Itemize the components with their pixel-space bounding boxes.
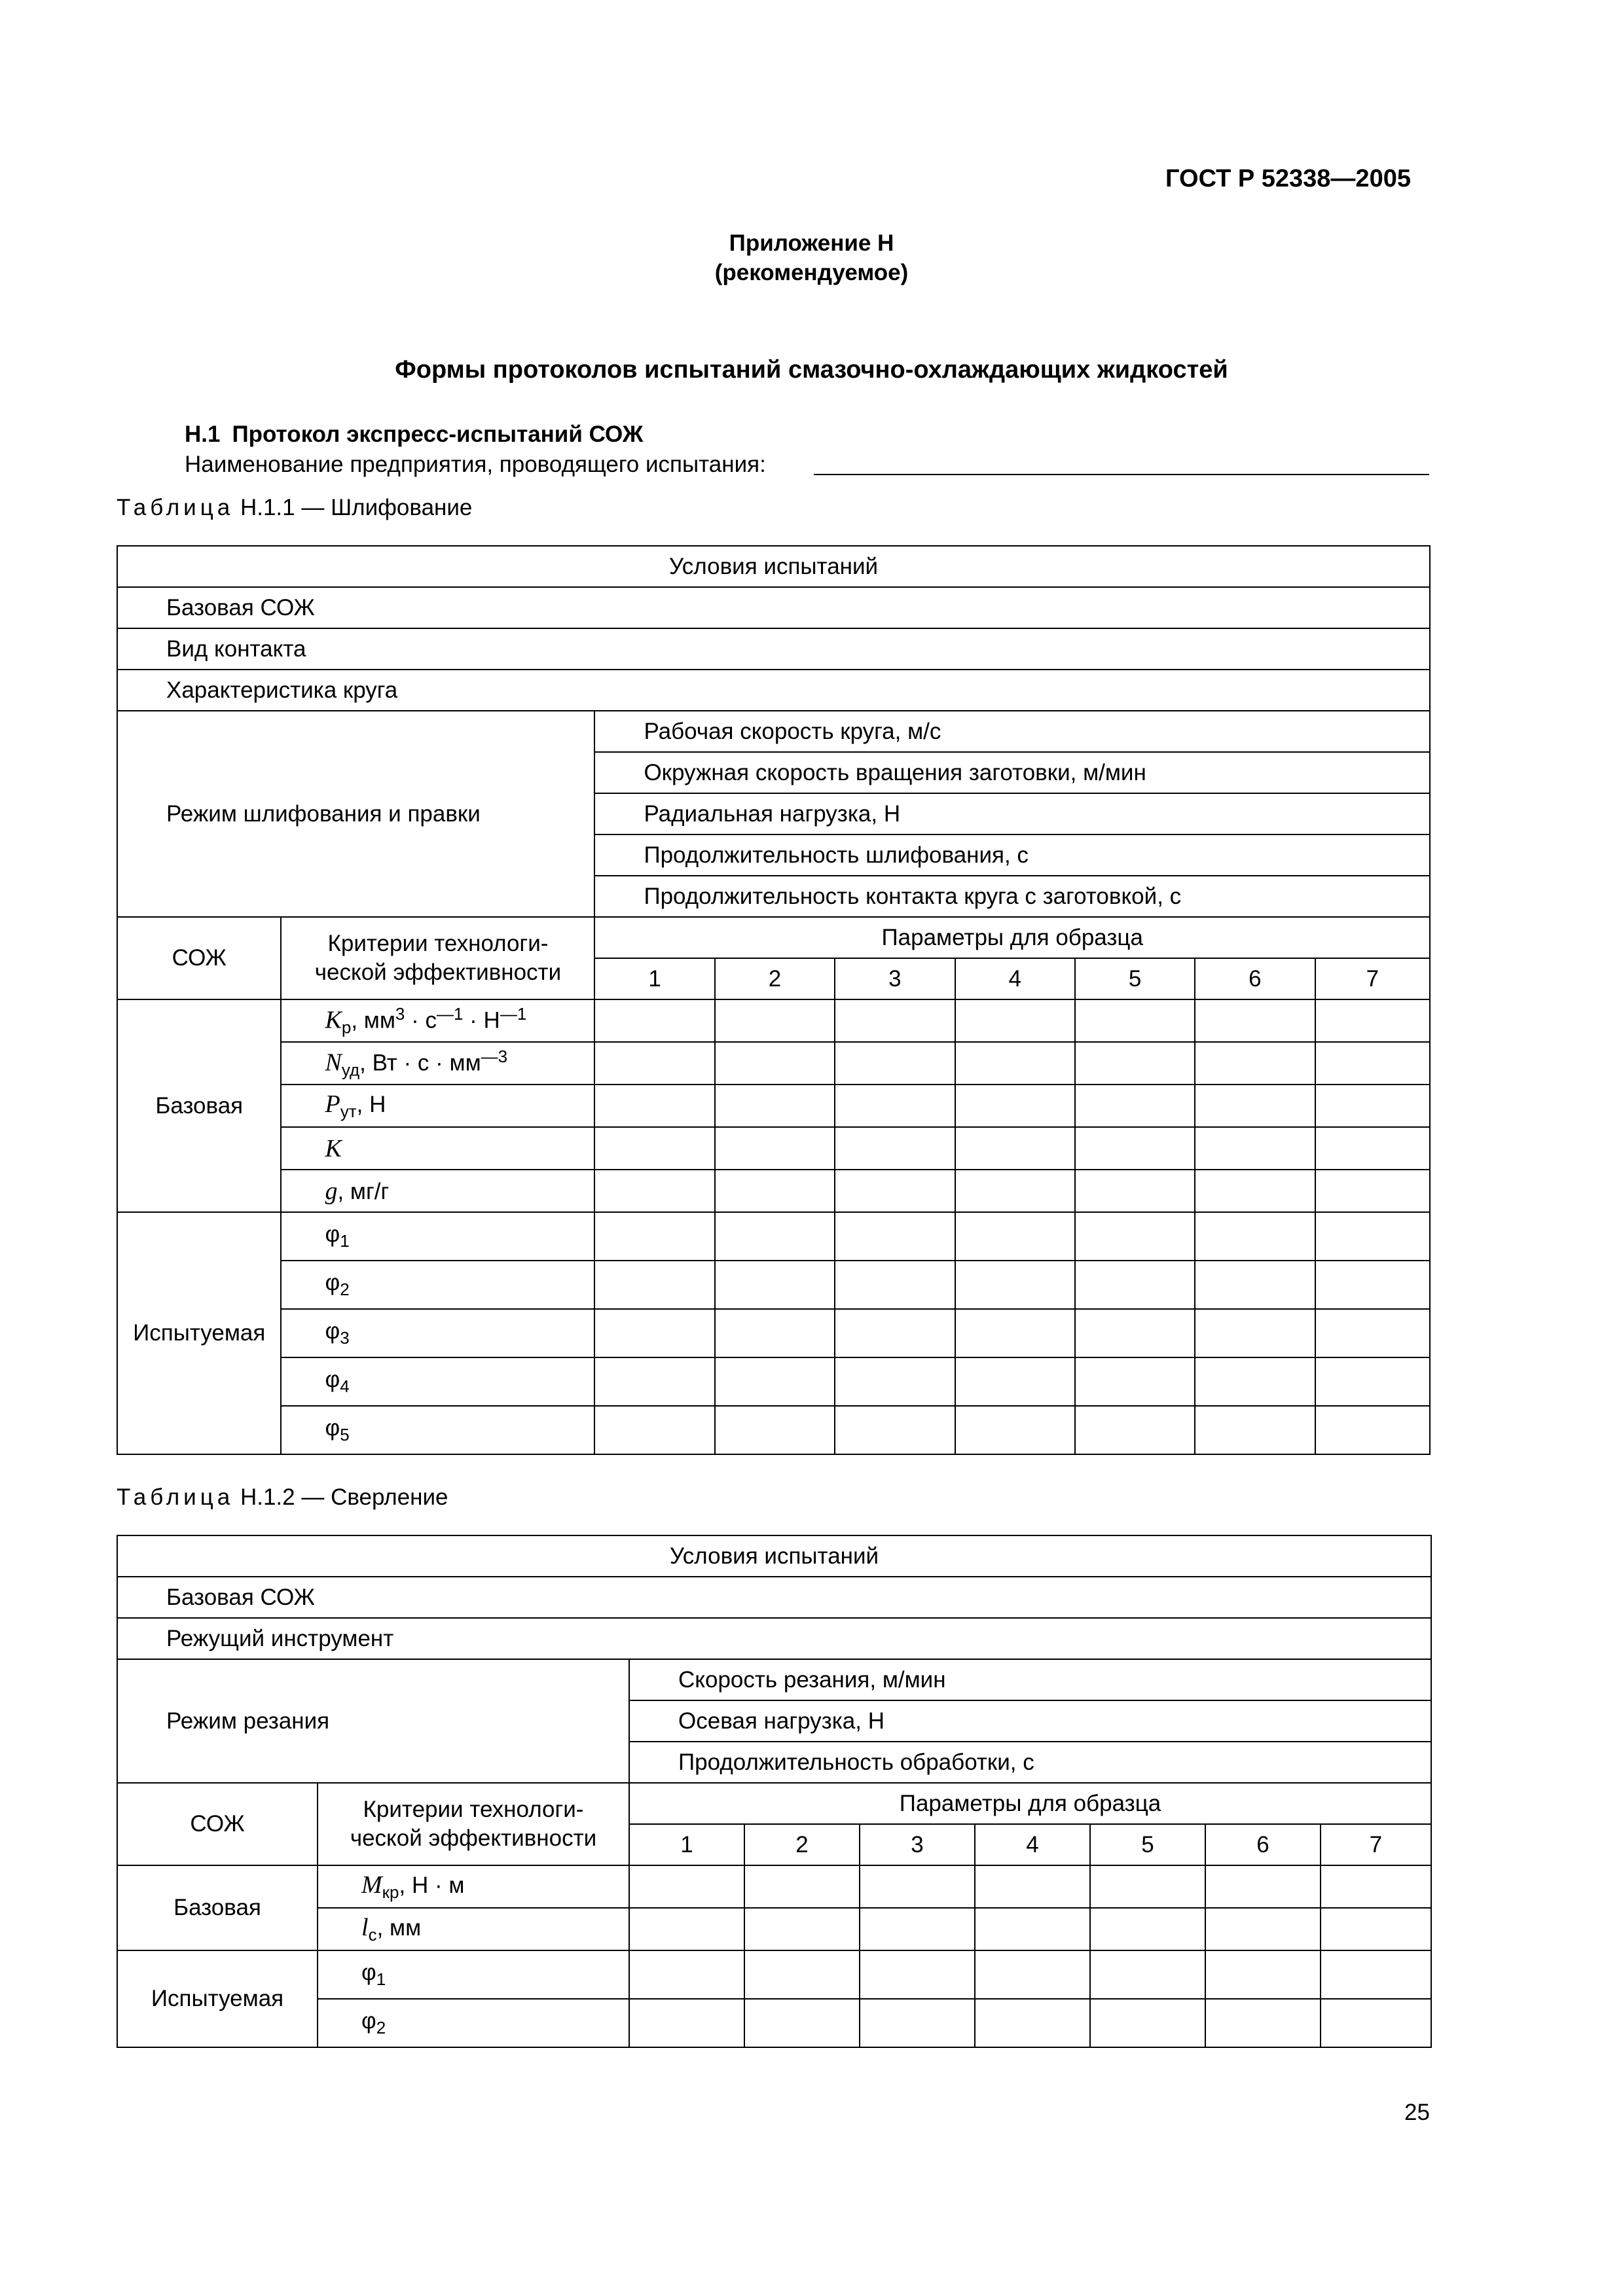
value-cell[interactable]	[1075, 1357, 1195, 1406]
value-cell[interactable]	[835, 1309, 955, 1357]
criterion-subscript: 1	[376, 1969, 386, 1989]
value-cell[interactable]	[715, 1357, 835, 1406]
sample-number: 1	[629, 1824, 744, 1865]
value-cell[interactable]	[744, 1908, 860, 1950]
mode-item: Осевая нагрузка, Н	[629, 1700, 1431, 1742]
criteria-line-1: Критерии технологи-	[363, 1797, 584, 1822]
value-cell[interactable]	[594, 1085, 714, 1127]
value-cell[interactable]	[1090, 1908, 1205, 1950]
value-cell[interactable]	[1195, 1406, 1315, 1454]
value-cell[interactable]	[975, 1865, 1090, 1908]
criterion-cell	[281, 1042, 594, 1085]
mode-item: Радиальная нагрузка, Н	[594, 793, 1430, 834]
value-cell[interactable]	[1075, 1127, 1195, 1170]
enterprise-label: Наименование предприятия, проводящего испытания:	[185, 452, 766, 477]
criterion-cell	[281, 1127, 594, 1170]
mode-item: Продолжительность контакта круга с заготовкой, с	[594, 876, 1430, 917]
value-cell[interactable]	[1075, 1212, 1195, 1261]
mode-item: Рабочая скорость круга, м/с	[594, 711, 1430, 752]
value-cell[interactable]	[1195, 1127, 1315, 1170]
criteria-line-2: ческой эффективности	[350, 1825, 597, 1851]
table-drilling	[117, 1535, 1432, 2048]
value-cell[interactable]	[835, 1261, 955, 1309]
value-cell[interactable]	[594, 1406, 714, 1454]
value-cell[interactable]	[835, 999, 955, 1042]
value-cell[interactable]	[744, 1950, 860, 1999]
criteria-row	[117, 999, 1430, 1042]
value-cell[interactable]	[629, 1999, 744, 2047]
sample-number: 4	[955, 958, 1075, 999]
value-cell[interactable]	[629, 1950, 744, 1999]
sample-number: 7	[1321, 1824, 1431, 1865]
criterion-unit: · с	[405, 1007, 437, 1033]
value-cell[interactable]	[1195, 1212, 1315, 1261]
value-cell[interactable]	[1315, 1406, 1430, 1454]
criterion-cell	[281, 1212, 594, 1261]
criterion-symbol: l	[361, 1914, 369, 1941]
value-cell[interactable]	[715, 1085, 835, 1127]
criterion-symbol: φ	[361, 2008, 376, 2034]
value-cell[interactable]	[860, 1999, 975, 2047]
value-cell[interactable]	[1090, 1999, 1205, 2047]
criterion-subscript: 5	[340, 1425, 350, 1444]
sample-number: 1	[594, 958, 714, 999]
value-cell[interactable]	[955, 1127, 1075, 1170]
table2-caption-text: Н.1.2 — Сверление	[240, 1484, 448, 1510]
value-cell[interactable]	[835, 1212, 955, 1261]
criterion-symbol: K	[325, 1134, 342, 1162]
value-cell[interactable]	[975, 1950, 1090, 1999]
value-cell[interactable]	[1205, 1999, 1321, 2047]
value-cell[interactable]	[1315, 1127, 1430, 1170]
criteria-row	[117, 1212, 1430, 1261]
table1-test-rows	[117, 1212, 1430, 1454]
col-header-params: Параметры для образца	[629, 1783, 1431, 1824]
value-cell[interactable]	[835, 1085, 955, 1127]
table1-base-rows	[117, 999, 1430, 1212]
value-cell[interactable]	[955, 1261, 1075, 1309]
value-cell[interactable]	[1321, 1999, 1431, 2047]
criterion-unit: · Н	[463, 1007, 500, 1033]
table2-caption-word: Таблица	[117, 1484, 234, 1510]
standard-number: ГОСТ Р 52338—2005	[1165, 165, 1411, 192]
criterion-subscript: кр	[382, 1882, 399, 1902]
value-cell[interactable]	[715, 1261, 835, 1309]
value-cell[interactable]	[594, 1170, 714, 1212]
value-cell[interactable]	[1315, 999, 1430, 1042]
value-cell[interactable]	[1321, 1908, 1431, 1950]
value-cell[interactable]	[594, 1042, 714, 1085]
criterion-subscript: 1	[340, 1231, 350, 1251]
value-cell[interactable]	[715, 1042, 835, 1085]
criterion-cell	[281, 1357, 594, 1406]
value-cell[interactable]	[1205, 1908, 1321, 1950]
group-label-test: Испытуемая	[117, 1212, 281, 1454]
value-cell[interactable]	[1205, 1950, 1321, 1999]
value-cell[interactable]	[975, 1908, 1090, 1950]
criterion-cell	[281, 1309, 594, 1357]
value-cell[interactable]	[835, 1042, 955, 1085]
criterion-symbol: M	[361, 1871, 382, 1899]
criterion-subscript: 3	[340, 1328, 350, 1348]
section-number: Н.1	[185, 422, 221, 447]
section-title: Протокол экспресс-испытаний СОЖ	[232, 422, 644, 447]
table1-caption	[117, 495, 472, 521]
value-cell[interactable]	[1075, 1309, 1195, 1357]
value-cell[interactable]	[955, 1357, 1075, 1406]
sample-number: 2	[715, 958, 835, 999]
criterion-symbol: φ	[325, 1318, 340, 1344]
value-cell[interactable]	[594, 1127, 714, 1170]
value-cell[interactable]	[1321, 1865, 1431, 1908]
value-cell[interactable]	[1315, 1085, 1430, 1127]
criterion-symbol: φ	[325, 1415, 340, 1441]
criteria-row	[117, 1406, 1430, 1454]
value-cell[interactable]	[860, 1950, 975, 1999]
criterion-unit: , Вт · с · мм	[359, 1050, 481, 1076]
value-cell[interactable]	[1090, 1950, 1205, 1999]
value-cell[interactable]	[955, 1170, 1075, 1212]
criteria-row	[117, 1170, 1430, 1212]
criterion-cell	[281, 1085, 594, 1127]
mode-item: Продолжительность обработки, с	[629, 1742, 1431, 1783]
value-cell[interactable]	[629, 1908, 744, 1950]
value-cell[interactable]	[955, 1042, 1075, 1085]
criterion-subscript: 4	[340, 1376, 350, 1396]
sample-number: 4	[975, 1824, 1090, 1865]
sample-number: 3	[860, 1824, 975, 1865]
criterion-cell	[281, 1170, 594, 1212]
value-cell[interactable]	[955, 1212, 1075, 1261]
value-cell[interactable]	[835, 1406, 955, 1454]
criterion-symbol: φ	[325, 1221, 340, 1247]
criteria-row	[117, 1357, 1430, 1406]
value-cell[interactable]	[629, 1865, 744, 1908]
criterion-symbol: φ	[325, 1270, 340, 1295]
sample-number: 7	[1315, 958, 1430, 999]
value-cell[interactable]	[594, 1212, 714, 1261]
value-cell[interactable]	[594, 999, 714, 1042]
value-cell[interactable]	[1195, 1261, 1315, 1309]
sample-number: 5	[1090, 1824, 1205, 1865]
value-cell[interactable]	[594, 1309, 714, 1357]
criterion-cell	[318, 1908, 629, 1950]
section-heading	[185, 422, 643, 448]
value-cell[interactable]	[1205, 1865, 1321, 1908]
value-cell[interactable]	[1090, 1865, 1205, 1908]
value-cell[interactable]	[715, 1212, 835, 1261]
value-cell[interactable]	[744, 1865, 860, 1908]
table1-caption-word: Таблица	[117, 495, 234, 520]
criteria-row	[117, 1309, 1430, 1357]
value-cell[interactable]	[715, 1406, 835, 1454]
criterion-exponent: —3	[481, 1046, 508, 1066]
group-label-base: Базовая	[117, 999, 281, 1212]
criterion-exponent: —1	[500, 1003, 527, 1024]
value-cell[interactable]	[715, 1309, 835, 1357]
value-cell[interactable]	[1195, 1042, 1315, 1085]
criteria-row	[117, 1950, 1431, 1999]
value-cell[interactable]	[1195, 999, 1315, 1042]
condition-row: Вид контакта	[117, 628, 1430, 670]
criterion-unit: , мг/г	[337, 1178, 390, 1204]
criteria-row	[117, 1085, 1430, 1127]
value-cell[interactable]	[1075, 1261, 1195, 1309]
criterion-subscript: с	[368, 1925, 377, 1945]
condition-row: Режущий инструмент	[117, 1618, 1431, 1659]
criterion-subscript: 2	[340, 1280, 350, 1299]
criterion-symbol: φ	[325, 1367, 340, 1392]
conditions-header: Условия испытаний	[117, 546, 1430, 587]
col-header-soj: СОЖ	[117, 917, 281, 999]
criteria-row	[117, 1127, 1430, 1170]
criterion-subscript: 2	[376, 2018, 386, 2037]
criterion-exponent: —1	[436, 1003, 464, 1024]
criterion-unit: , Н · м	[399, 1873, 465, 1898]
table1-caption-text: Н.1.1 — Шлифование	[240, 495, 473, 520]
value-cell[interactable]	[955, 1309, 1075, 1357]
value-cell[interactable]	[1315, 1261, 1430, 1309]
criterion-cell	[281, 1406, 594, 1454]
criteria-line-2: ческой эффективности	[314, 960, 562, 985]
value-cell[interactable]	[1075, 1085, 1195, 1127]
value-cell[interactable]	[955, 1406, 1075, 1454]
appendix-title: Приложение Н	[729, 230, 894, 256]
value-cell[interactable]	[744, 1999, 860, 2047]
appendix-status: (рекомендуемое)	[714, 260, 909, 285]
table-grinding	[117, 545, 1431, 1455]
value-cell[interactable]	[1195, 1357, 1315, 1406]
table2-base-rows	[117, 1865, 1431, 1950]
col-header-soj: СОЖ	[117, 1783, 318, 1865]
condition-row: Характеристика круга	[117, 670, 1430, 711]
value-cell[interactable]	[1315, 1042, 1430, 1085]
value-cell[interactable]	[955, 999, 1075, 1042]
criterion-cell	[281, 999, 594, 1042]
value-cell[interactable]	[594, 1261, 714, 1309]
value-cell[interactable]	[1195, 1309, 1315, 1357]
conditions-header: Условия испытаний	[117, 1535, 1431, 1577]
value-cell[interactable]	[1315, 1309, 1430, 1357]
criteria-line-1: Критерии технологи-	[327, 931, 549, 956]
criterion-cell	[318, 1950, 629, 1999]
criteria-row	[117, 1865, 1431, 1908]
mode-item: Скорость резания, м/мин	[629, 1659, 1431, 1700]
criterion-cell	[318, 1865, 629, 1908]
value-cell[interactable]	[715, 1170, 835, 1212]
criterion-cell	[281, 1261, 594, 1309]
criterion-exponent: 3	[395, 1003, 405, 1024]
group-label-base: Базовая	[117, 1865, 318, 1950]
value-cell[interactable]	[835, 1357, 955, 1406]
value-cell[interactable]	[860, 1908, 975, 1950]
criterion-symbol: P	[325, 1090, 340, 1118]
criterion-symbol: g	[325, 1177, 338, 1205]
sample-number: 3	[835, 958, 955, 999]
value-cell[interactable]	[1075, 1406, 1195, 1454]
condition-row: Базовая СОЖ	[117, 587, 1430, 628]
value-cell[interactable]	[715, 999, 835, 1042]
value-cell[interactable]	[860, 1865, 975, 1908]
value-cell[interactable]	[975, 1999, 1090, 2047]
mode-item: Продолжительность шлифования, с	[594, 834, 1430, 876]
criterion-unit: , мм	[351, 1007, 395, 1033]
value-cell[interactable]	[1195, 1085, 1315, 1127]
mode-item: Окружная скорость вращения заготовки, м/мин	[594, 752, 1430, 793]
criterion-unit: , мм	[376, 1915, 422, 1941]
value-cell[interactable]	[1195, 1170, 1315, 1212]
value-cell[interactable]	[1315, 1357, 1430, 1406]
value-cell[interactable]	[1075, 1042, 1195, 1085]
criterion-symbol: N	[325, 1049, 342, 1077]
value-cell[interactable]	[835, 1170, 955, 1212]
table2-caption	[117, 1484, 448, 1511]
col-header-criteria	[318, 1783, 629, 1865]
mode-label: Режим шлифования и правки	[117, 711, 594, 917]
value-cell[interactable]	[1321, 1950, 1431, 1999]
condition-row: Базовая СОЖ	[117, 1577, 1431, 1618]
table2-test-rows	[117, 1950, 1431, 2047]
criterion-symbol: φ	[361, 1960, 376, 1985]
document-title: Формы протоколов испытаний смазочно-охлаждающих жидкостей	[395, 356, 1228, 384]
value-cell[interactable]	[1315, 1212, 1430, 1261]
col-header-params: Параметры для образца	[594, 917, 1430, 958]
sample-number: 6	[1205, 1824, 1321, 1865]
criterion-subscript: ут	[340, 1102, 357, 1121]
criterion-symbol: K	[325, 1006, 342, 1034]
col-header-criteria	[281, 917, 594, 999]
criteria-row	[117, 1042, 1430, 1085]
value-cell[interactable]	[955, 1085, 1075, 1127]
sample-number: 6	[1195, 958, 1315, 999]
value-cell[interactable]	[1075, 1170, 1195, 1212]
mode-label: Режим резания	[117, 1659, 629, 1783]
criteria-row	[117, 1261, 1430, 1309]
criterion-subscript: уд	[341, 1060, 360, 1080]
criterion-unit: , Н	[356, 1092, 386, 1117]
value-cell[interactable]	[594, 1357, 714, 1406]
value-cell[interactable]	[1315, 1170, 1430, 1212]
page-number: 25	[1404, 2100, 1430, 2125]
value-cell[interactable]	[835, 1127, 955, 1170]
value-cell[interactable]	[715, 1127, 835, 1170]
group-label-test: Испытуемая	[117, 1950, 318, 2047]
criterion-cell	[318, 1999, 629, 2047]
sample-number: 2	[744, 1824, 860, 1865]
enterprise-fill-line	[814, 474, 1429, 475]
criterion-subscript: р	[341, 1017, 352, 1037]
value-cell[interactable]	[1075, 999, 1195, 1042]
sample-number: 5	[1075, 958, 1195, 999]
